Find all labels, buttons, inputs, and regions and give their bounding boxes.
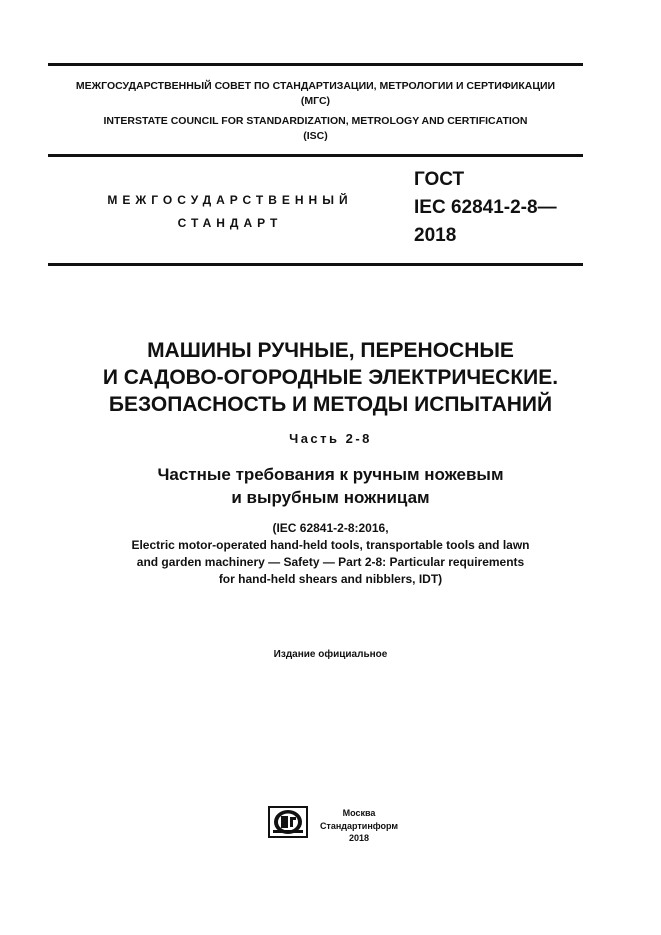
document-subtitle bbox=[48, 463, 613, 509]
title-line1: МАШИНЫ РУЧНЫЕ, ПЕРЕНОСНЫЕ bbox=[147, 339, 514, 362]
standartinform-logo-icon bbox=[268, 806, 308, 838]
designation-rule bbox=[48, 263, 583, 266]
document-title bbox=[48, 337, 613, 418]
publisher-block bbox=[306, 807, 412, 845]
title-line3: БЕЗОПАСНОСТЬ И МЕТОДЫ ИСПЫТАНИЙ bbox=[108, 393, 553, 416]
council-en-name: INTERSTATE COUNCIL FOR STANDARDIZATION, METROLOGY AND CERTIFICATION bbox=[103, 115, 528, 127]
council-rule bbox=[48, 154, 583, 157]
title-line2: И САДОВО-ОГОРОДНЫЕ ЭЛЕКТРИЧЕСКИЕ. bbox=[102, 366, 559, 389]
edition-label: Издание официальное bbox=[273, 649, 388, 660]
publisher-city: Москва bbox=[342, 808, 376, 818]
publisher-year: 2018 bbox=[348, 833, 370, 843]
gost-number: IEC 62841-2-8— bbox=[414, 197, 557, 218]
standard-kind-line1: МЕЖГОСУДАРСТВЕННЫЙ bbox=[107, 193, 353, 207]
subtitle-line1: Частные требования к ручным ножевым bbox=[157, 465, 504, 484]
council-ru-abbr: (МГС) bbox=[300, 95, 331, 107]
standard-kind bbox=[100, 189, 360, 235]
gost-label: ГОСТ bbox=[414, 169, 465, 190]
reference-line1: (IEC 62841-2-8:2016, bbox=[272, 521, 389, 535]
subtitle-line2: и вырубным ножницам bbox=[231, 488, 430, 507]
reference-line3: and garden machinery — Safety — Part 2-8: Particular requirements bbox=[136, 555, 525, 569]
reference-line4: for hand-held shears and nibblers, IDT) bbox=[218, 572, 443, 586]
council-ru-name: МЕЖГОСУДАРСТВЕННЫЙ СОВЕТ ПО СТАНДАРТИЗАЦИИ, МЕТРОЛОГИИ И СЕРТИФИКАЦИИ bbox=[75, 80, 556, 92]
gost-designation bbox=[414, 166, 557, 250]
council-block bbox=[48, 79, 583, 144]
council-en-abbr: (ISC) bbox=[303, 130, 328, 142]
standard-kind-line2: СТАНДАРТ bbox=[177, 216, 283, 230]
publisher-name: Стандартинформ bbox=[319, 820, 399, 831]
reference-line2: Electric motor-operated hand-held tools, transportable tools and lawn bbox=[131, 538, 530, 552]
top-rule bbox=[48, 63, 583, 66]
iec-reference bbox=[48, 520, 613, 588]
gost-year: 2018 bbox=[414, 225, 457, 246]
part-number: Часть 2-8 bbox=[289, 431, 372, 446]
